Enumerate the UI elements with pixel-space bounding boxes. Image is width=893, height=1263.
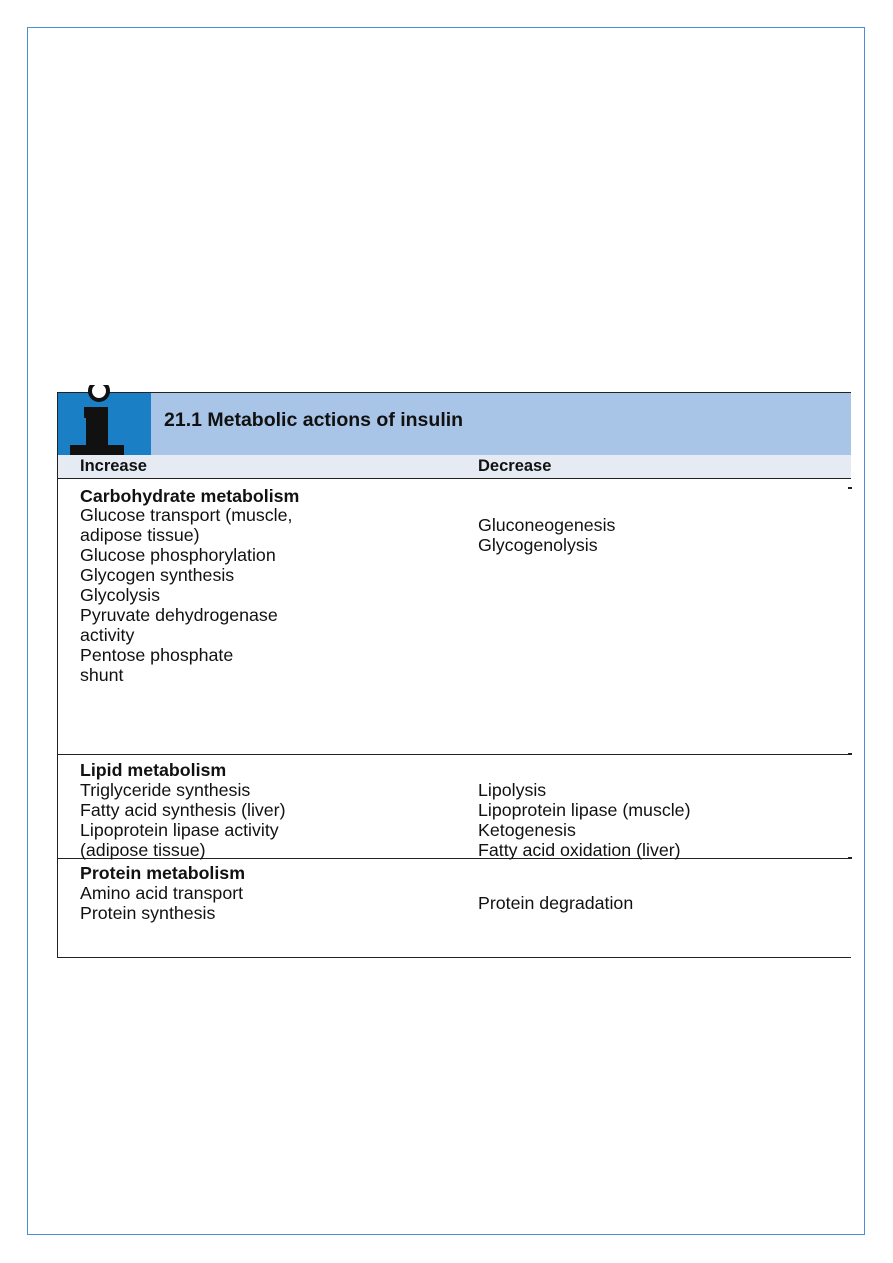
increase-item: Glucose phosphorylation — [80, 545, 276, 565]
increase-item: adipose tissue) — [80, 525, 200, 545]
section-lipid — [58, 755, 851, 859]
box-title: 21.1 Metabolic actions of insulin — [164, 409, 464, 431]
increase-item: shunt — [80, 665, 124, 685]
decrease-item: Ketogenesis — [478, 820, 576, 840]
increase-item: Triglyceride synthesis — [80, 780, 251, 800]
increase-item: Lipoprotein lipase activity — [80, 820, 279, 840]
increase-item: Pyruvate dehydrogenase — [80, 605, 278, 625]
decrease-item: Fatty acid oxidation (liver) — [478, 840, 681, 860]
decrease-item: Glycogenolysis — [478, 535, 598, 555]
column-header-decrease: Decrease — [478, 457, 552, 475]
decrease-item: Lipolysis — [478, 780, 547, 800]
increase-item: Glycogen synthesis — [80, 565, 235, 585]
column-header-row — [58, 455, 851, 479]
info-icon — [56, 385, 156, 459]
divider-tick — [848, 753, 852, 755]
increase-item: Amino acid transport — [80, 883, 244, 903]
section-title: Lipid metabolism — [80, 760, 227, 780]
decrease-item: Gluconeogenesis — [478, 515, 616, 535]
decrease-item: Protein degradation — [478, 893, 634, 913]
section-title: Carbohydrate metabolism — [80, 486, 300, 506]
box-header — [58, 393, 851, 456]
increase-item: Glycolysis — [80, 585, 161, 605]
increase-item: Pentose phosphate — [80, 645, 234, 665]
increase-item: Protein synthesis — [80, 903, 216, 923]
section-title: Protein metabolism — [80, 863, 246, 883]
divider-tick — [848, 487, 852, 489]
column-header-increase: Increase — [80, 457, 147, 475]
section-carbohydrate — [58, 479, 851, 755]
divider-tick — [848, 857, 852, 859]
increase-item: Glucose transport (muscle, — [80, 505, 293, 525]
info-box — [57, 392, 851, 958]
increase-item: (adipose tissue) — [80, 840, 206, 860]
section-protein — [58, 859, 851, 957]
decrease-item: Lipoprotein lipase (muscle) — [478, 800, 691, 820]
increase-item: Fatty acid synthesis (liver) — [80, 800, 286, 820]
increase-item: activity — [80, 625, 135, 645]
